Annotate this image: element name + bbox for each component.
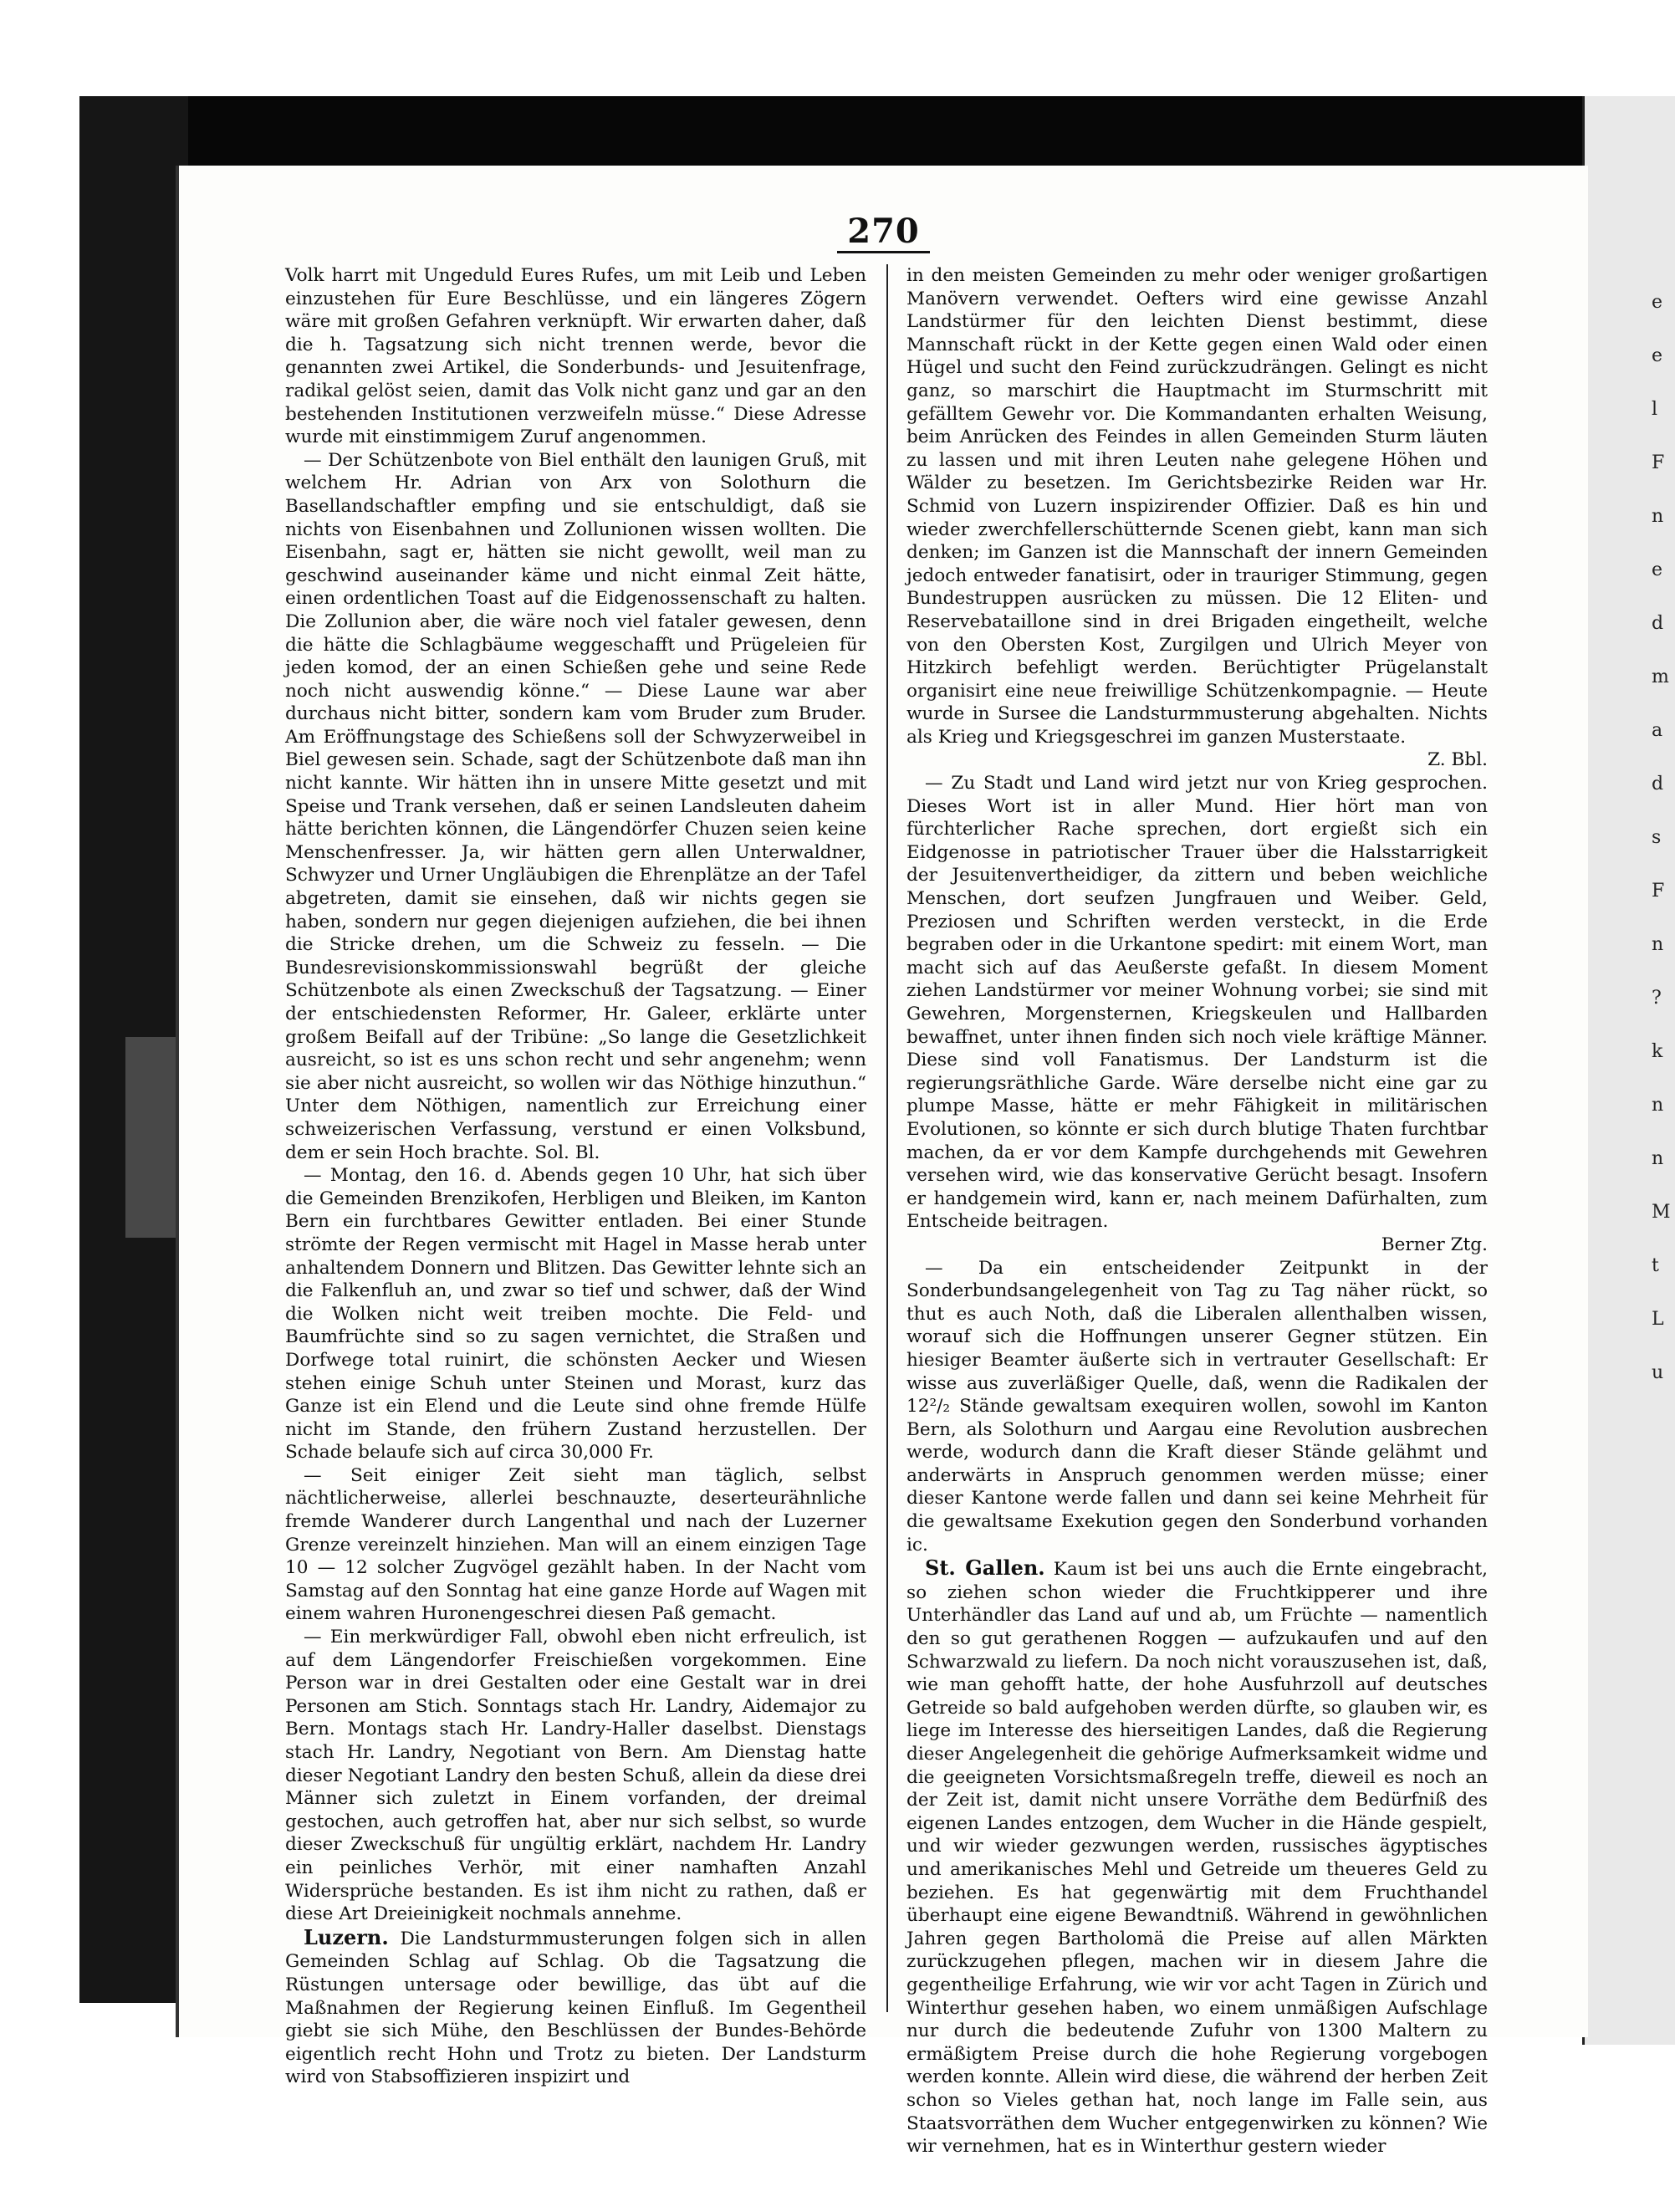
article-paragraph bbox=[906, 1257, 1488, 1557]
paragraph-text: in den meisten Gemeinden zu mehr oder weniger großartigen Manövern verwendet. Oefters wird eine gewisse Anzahl Landstürmer für den leichten Dienst bestimmt, diese Mannschaft rückt in der Kette gegen einen Wald oder einen Hügel und sucht den Feind zurückzudrängen. Gelingt es nicht ganz, so marschirt die Hauptmacht im Sturmschritt mit gefälltem Gewehr vor. Die Kommandanten erhalten Weisung, beim Anrücken des Feindes in allen Gemeinden Sturm läuten zu lassen und mit ihren Leuten nahe gelegene Höhen und Wälder zu besetzen. Im Gerichtsbezirke Reiden war Hr. Schmid von Luzern inspizirender Offizier. Daß es hin und wieder zwerchfellerschütternde Scenen giebt, kann man sich denken; im Ganzen ist die Mannschaft der innern Gemeinden jedoch entweder fanatisirt, oder in trauriger Stimmung, gegen Bundestruppen ausrücken zu müssen. Die 12 Eliten- und Reservebataillone sind in drei Brigaden eingetheilt, welche von den Obersten Kost, Zurgilgen und Ulrich Meyer von Hitzkirch befehligt werden. Berüchtigter Prügelanstalt organisirt eine neue freiwillige Schützenkompagnie. — Heute wurde in Sursee die Landsturmmusterung abgehalten. Nichts als Krieg und Kriegsgeschrei im ganzen Musterstaate. bbox=[906, 265, 1488, 748]
article-paragraph bbox=[285, 264, 866, 449]
section-heading: St. Gallen. bbox=[925, 1556, 1045, 1581]
paragraph-text: — Der Schützenbote von Biel enthält den launigen Gruß, mit welchem Hr. Adrian von Arx von Solothurn die Basellandschaftler empfing und sie entschuldigt, daß sie nichts von Eisenbahnen und Zollunionen wissen wollten. Die Eisenbahn, sagt er, hätten sie nicht gewollt, weil man zu geschwind auseinander käme und nicht einmal Zeit hätte, einen ordentlichen Toast auf die Eidgenossenschaft zu halten. Die Zollunion aber, die wäre noch viel fataler gewesen, denn die hätte die Schlagbäume weggeschafft und Prügeleien für jeden komod, der an einen Schießen gehe und seine Rede noch nicht auswendig könne.“ — Diese Laune war aber durchaus nicht bitter, sondern kam vom Bruder zum Bruder. Am Eröffnungstage des Schießens soll der Schwyzerweibel in Biel gewesen sein. Schade, sagt der Schützenbote daß man ihn nicht kannte. Wir hätten ihn in unsere Mitte gesetzt und mit Speise und Trank versehen, daß er seinen Landsleuten daheim hätte berichten können, die Längendörfer Chuzen seien keine Menschenfresser. Ja, wir hätten gern allen Unterwaldner, Schwyzer und Urner Ungläubigen die Ehrenplätze an der Tafel abgetreten, damit sie einsehen, daß wir nichts gegen sie haben, sondern nur gegen diejenigen aufziehen, die bei ihnen die Stricke drehen, um die Schweiz zu fesseln. — Die Bundesrevisionskommissionswahl begrüßt der gleiche Schützenbote als einen Zweckschuß der Tagsatzung. — Einer der entschiedensten Reformer, Hr. Galeer, erklärte unter großem Beifall auf der Tribüne: „So lange die Gesetzlichkeit ausreicht, so ist es uns schon recht und sehr angenehm; wenn sie aber nicht ausreicht, so wollen wir das Nöthige hinzuthun.“ Unter dem Nöthigen, namentlich zur Erreichung einer schweizerischen Verfassung, verstund er einen Volksbund, dem er sein Hoch brachte. Sol. Bl. bbox=[285, 449, 866, 1163]
column-divider bbox=[886, 264, 888, 2012]
article-paragraph bbox=[285, 1164, 866, 1464]
paragraph-text: Kaum ist bei uns auch die Ernte eingebracht, so ziehen schon wieder die Fruchtkipperer und ihre Unterhändler das Land auf und ab, um Früchte — namentlich den so gut gerathenen Roggen — aufzukaufen und auf den Schwarzwald zu liefern. Da noch nicht vorauszusehen ist, daß, wie man gehofft hatte, der hohe Ausfuhrzoll auf deutsches Getreide so bald aufgehoben werden dürfte, so glauben wir, es liege im Interesse des hierseitigen Landes, daß die Regierung dieser Angelegenheit die gehörige Aufmerksamkeit widme und die geeigneten Vorsichtsmaßregeln treffe, dieweil es noch an der Zeit ist, damit nicht unsere Vorräthe dem Bedürfniß des eigenen Landes entzogen, dem Wucher in die Hände gespielt, und wir wieder gezwungen werden, russisches ägyptisches und amerikanisches Mehl und Getreide um theueres Geld zu beziehen. Es hat gegenwärtig mit dem Fruchthandel überhaupt eine eigene Bewandtniß. Während in gewöhnlichen Jahren gegen Bartholomä die Preise auf allen Märkten zurückzugehen pflegen, machen wir in diesem Jahre die gegentheilige Erfahrung, wie wir vor acht Tagen in Zürich und Winterthur gesehen haben, wo einem unmäßigen Aufschlage nur durch die bedeutende Zufuhr von 1300 Maltern zu ermäßigtem Preise durch die hohe Regierung vorgebogen werden konnte. Allein wird diese, die während der herben Zeit schon so Vieles gethan hat, noch lange im Falle sein, aus Staatsvorräthen dem Wucher entgegenwirken zu können? Wie wir vernehmen, hat es in Winterthur gestern wieder bbox=[906, 1559, 1488, 2158]
article-paragraph bbox=[906, 1556, 1488, 2158]
section-heading: Luzern. bbox=[304, 1924, 389, 1949]
article-paragraph bbox=[285, 1464, 866, 1626]
paragraph-text: Die Landsturmmusterungen folgen sich in allen Gemeinden Schlag auf Schlag. Ob die Tagsatzung die Rüstungen untersage oder bewillige, das übt auf die Maßnahmen der Regierung keinen Einfluß. Im Gegentheil giebt sie sich Mühe, den Beschlüssen der Bundes-Behörde eigentlich recht Hohn und Trotz zu bieten. Der Landsturm wird von Stabsoffizieren inspizirt und bbox=[285, 1928, 866, 2088]
paragraph-text: — Seit einiger Zeit sieht man täglich, selbst nächtlicherweise, allerlei beschnauzte, deserteurähnliche fremde Wanderer durch Langenthal und nach der Luzerner Grenze vereinzelt hinziehen. Man will an einem einzigen Tage 10 — 12 solcher Zugvögel gezählt haben. In der Nacht vom Samstag auf den Sonntag hat eine ganze Horde auf Wagen mit einem wahren Huronengeschrei diesen Paß gemacht. bbox=[285, 1464, 866, 1625]
page-number: 270 bbox=[179, 212, 1588, 251]
paragraph-text: — Da ein entscheidender Zeitpunkt in der Sonderbundsangelegenheit von Tag zu Tag näher rückt, so thut es auch Noth, daß die Liberalen allenthalben wissen, worauf sich die Hoffnungen unserer Gegner stützen. Ein hiesiger Beamter äußerte sich in vertrauter Gesellschaft: Er wisse aus zuverläßiger Quelle, daß, wenn die Radikalen der 12²/₂ Stände gewaltsam exequiren wollen, sowohl im Kanton Bern, als Solothurn und Aargau eine Revolution ausbrechen werde, wodurch dann die Kraft dieser Stände gelähmt und anderwärts in Anspruch genommen werden müsse; einer dieser Kantone werde fallen und dann sei keine Mehrheit für die gewaltsame Exekution gegen den Sonderbund vorhanden ic. bbox=[906, 1257, 1488, 1556]
paragraph-text: Volk harrt mit Ungeduld Eures Rufes, um mit Leib und Leben einzustehen für Eure Beschlüsse, und ein längeres Zögern wäre mit großen Gefahren verknüpft. Wir erwarten daher, daß die h. Tagsatzung sich nicht trennen werde, bevor die genannten zwei Artikel, die Sonderbunds- und Jesuitenfrage, radikal gelöst seien, damit das Volk nicht ganz und gar an den bestehenden Institutionen verzweifeln müsse.“ Diese Adresse wurde mit einstimmigem Zuruf angenommen. bbox=[285, 265, 866, 448]
source-attribution: Z. Bbl. bbox=[1427, 749, 1488, 771]
article-paragraph bbox=[285, 449, 866, 1164]
scan-shadow bbox=[125, 1037, 176, 1238]
paragraph-text: — Montag, den 16. d. Abends gegen 10 Uhr, hat sich über die Gemeinden Brenzikofen, Herbligen und Bleiken, im Kanton Bern ein furchtbares Gewitter entladen. Bei einer Stunde strömte der Regen vermischt mit Hagel in Masse herab unter anhaltendem Donnern und Blitzen. Das Gewitter lehnte sich an die Falkenfluh an, und zwar so tief und schwer, daß der Wind die Wolken nicht weit treiben mochte. Die Feld- und Baumfrüchte sind so zu sagen vernichtet, die Straßen und Dorfwege total ruinirt, die schönsten Aecker und Wiesen stehen einige Schuh unter Steinen und Morast, kurz das Ganze ist ein Elend und die Leute sind ohne fremde Hülfe nicht im Stande, den frühern Zustand herzustellen. Der Schade belaufe sich auf circa 30,000 Fr. bbox=[285, 1165, 866, 1464]
adjacent-page-edge-text: e e l F n e d m a d s F n ? k n n M t L u bbox=[1652, 292, 1671, 1383]
article-paragraph bbox=[285, 1626, 866, 1926]
source-attribution: Berner Ztg. bbox=[1381, 1234, 1488, 1255]
scan-border-top bbox=[79, 96, 1672, 167]
paragraph-text: — Ein merkwürdiger Fall, obwohl eben nicht erfreulich, ist auf dem Längendorfer Freischießen vorgekommen. Eine Person war in drei Gestalten oder eine Gestalt war in drei Personen am Stich. Sonntags stach Hr. Landry, Aidemajor zu Bern. Montags stach Hr. Landry-Haller daselbst. Dienstags stach Hr. Landry, Negotiant von Bern. Am Dienstag hatte dieser Negotiant Landry den besten Schuß, allein da diese drei Männer sich zuletzt in Einem vorfanden, der dreimal gestochen, auch getroffen hat, aber nur sich selbst, so wurde dieser Zweckschuß für ungültig erklärt, nachdem Hr. Landry ein peinliches Verhör, mit einer namhaften Anzahl Widersprüche bestanden. Es ist ihm nicht zu rathen, daß er diese Art Dreieinigkeit nochmals annehme. bbox=[285, 1627, 866, 1925]
article-paragraph bbox=[906, 772, 1488, 1256]
newspaper-page bbox=[176, 166, 1588, 2158]
paragraph-text: — Zu Stadt und Land wird jetzt nur von Krieg gesprochen. Dieses Wort ist in aller Mund. Hier hört man von fürchterlicher Rache sprechen, dort ergießt sich ein Eidgenosse in patriotischer Trauer über die Halsstarrigkeit der Jesuitenvertheidiger, da zittern und beben weichliche Menschen, dort seufzen Jungfrauen und Weiber. Geld, Preziosen und Schriften werden versteckt, in die Erde begraben oder in die Urkantone spedirt: mit einem Wort, man macht sich auf das Aeußerste gefaßt. In diesem Moment ziehen Landstürmer vor meiner Wohnung vorbei; sie sind mit Gewehren, Morgensternen, Kriegskeulen und Hallbarden bewaffnet, unter ihnen finden sich noch viele kräftige Männer. Diese sind voll Fanatismus. Der Landsturm ist die regierungsräthliche Garde. Wäre derselbe nicht eine gar zu plumpe Masse, hätte er mehr Fähigkeit in militärischen Evolutionen, so könnte er sich durch blutige Thaten furchtbar machen, da er vor dem Kampfe durchgehends mit Gewehren versehen wird, wie das konservative Gerücht besagt. Insofern er handgemein wird, kann er, nach meinem Dafürhalten, zum Entscheide beitragen. bbox=[906, 773, 1488, 1233]
right-column bbox=[906, 264, 1488, 2158]
article-paragraph bbox=[906, 264, 1488, 772]
left-column bbox=[285, 264, 866, 2088]
article-paragraph bbox=[285, 1926, 866, 2089]
